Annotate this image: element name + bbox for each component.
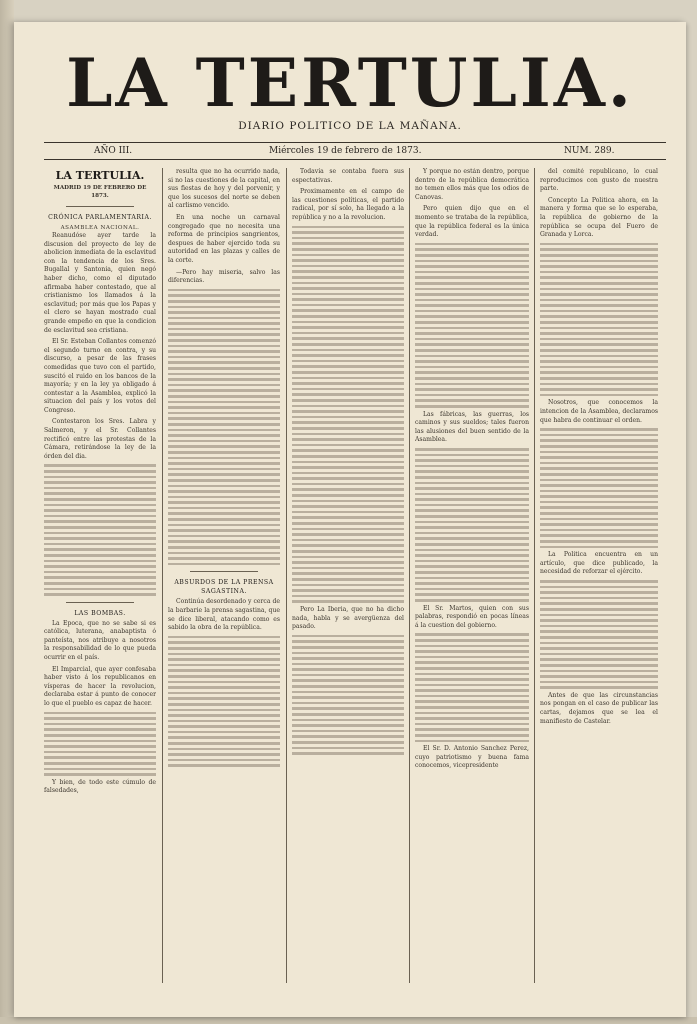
column-3 <box>292 168 404 978</box>
column-dateline: MADRID 19 DE FEBRERO DE 1873. <box>53 185 147 199</box>
article-paragraph: —Pero hay miseria, salvo las diferencias. <box>168 268 280 285</box>
article-paragraph: Contestaron los Sres. Labra y Salmeron, y el Sr. Collantes rectificó entre las protestas de la Cámara, retirándose la ley de la órden del dia. <box>44 418 156 460</box>
issue-year: AÑO III. <box>94 146 133 156</box>
text-block <box>292 635 404 755</box>
article-paragraph: Las fábricas, las guerras, los caminos y sus sueldos; tales fueron las alusiones del buen sentido de la Asamblea. <box>415 410 529 444</box>
article-paragraph: El Sr. D. Antonio Sanchez Perez, cuyo patriotismo y buena fama conocemos, vicepresidente <box>415 745 529 770</box>
column-rule <box>534 168 535 983</box>
issue-number: NUM. 289. <box>564 146 615 156</box>
article-paragraph: La Epoca, que no se sabe si es católica, luterana, anabaptista ó panteísta, nos atribuye a nosotros la responsabilidad de lo que pueda ocurrir en el país. <box>44 619 156 662</box>
text-block <box>168 289 280 566</box>
column-rule <box>162 168 163 983</box>
column-5 <box>540 168 658 978</box>
subsection-heading: ASAMBLEA NACIONAL. <box>60 225 140 231</box>
column-rule <box>286 168 287 983</box>
article-paragraph: Reanudóse ayer tarde la discusion del proyecto de ley de abolicion inmediata de la esclavitud con la tendencia de los Sres. Bugallal y Santonia, quien negó haber dicho, como el diputado afirmaba haber contestado, que al cristianismo los llamados á la esclavitud; por más que los Papas y el clero se hayan mostrado cual grande empeño en que la condicion de esclavitud sea cristiana. <box>44 232 156 334</box>
article-paragraph: En una noche un carnaval congregado que no necesita una reforma de principios sangrientos, despues de haber ejercido toda su autoridad en las plazas y calles de la corte. <box>168 213 280 264</box>
article-paragraph: Pero quien dijo que en el momento se trataba de la república, que la república federal es la única verdad. <box>415 205 529 239</box>
column-4 <box>415 168 529 978</box>
article-paragraph: El Sr. Esteban Collantes comenzó el segundo turno en contra, y su discurso, a pesar de las frases comedidas que tuvo con el partido, suscitó el ruido en los bancos de la mayoría; y en la ley ya obligado á contestar a la Asamblea, explicó la situacion del país y los votos del Congreso. <box>44 338 156 414</box>
article-paragraph: Antes de que las circunstancias nos pongan en el caso de publicar las cartas, dejamos que se lea el manifiesto de Castelar. <box>540 691 658 725</box>
divider <box>66 206 133 207</box>
article-paragraph: Todavía se contaba fuera sus espectativas. <box>292 168 404 184</box>
article-paragraph: del comité republicano, lo cual reproducimos con gusto de nuestra parte. <box>540 168 658 193</box>
section-heading: CRÓNICA PARLAMENTARIA. <box>48 214 152 221</box>
article-paragraph: Nosotros, que conocemos la intencion de la Asamblea, declaramos que habra de continuar el orden. <box>540 399 658 424</box>
article-paragraph: Pero La Iberia, que no ha dicho nada, habla y se avergüenza del pasado. <box>292 605 404 631</box>
masthead-title: LA TERTULIA. <box>66 44 634 122</box>
binding-gutter <box>0 0 14 1024</box>
text-block <box>540 428 658 548</box>
header-rule-bottom <box>44 159 666 160</box>
newspaper-page <box>14 22 686 1017</box>
header-rule-top <box>44 142 666 143</box>
divider <box>190 571 257 572</box>
article-paragraph: El Sr. Martos, quien con sus palabras, respondió en pocas líneas á la cuestion del gobierno. <box>415 604 529 629</box>
article-paragraph: Y bien, de todo este cúmulo de falsedades, <box>44 778 156 795</box>
text-block <box>540 243 658 397</box>
text-block <box>44 712 156 776</box>
column-title: LA TERTULIA. <box>55 169 145 182</box>
text-block <box>44 464 156 595</box>
column-1 <box>44 168 156 978</box>
column-2 <box>168 168 280 978</box>
article-paragraph: resulta que no ha ocurrido nada, si no las cuestiones de la capital, en sus fiestas de hoy y del porvenir, y que los sucesos del norte se deben al carlismo vencido. <box>168 168 280 210</box>
text-block <box>415 448 529 602</box>
article-paragraph: Proximamente en el campo de las cuestiones políticas, el partido radical, por sí solo, ha llegado a la república y no a la revolucion. <box>292 188 404 221</box>
article-paragraph: El Imparcial, que ayer confesaba haber visto á los republicanos en vísperas de hacer la revolucion, declaraba estar á punto de conocer lo que el pueblo es capaz de hacer. <box>44 665 156 708</box>
text-block <box>292 226 404 603</box>
masthead-subtitle: DIARIO POLITICO DE LA MAÑANA. <box>238 120 462 132</box>
issue-date: Miércoles 19 de febrero de 1873. <box>269 146 422 156</box>
page-bottom-edge <box>0 1017 697 1024</box>
article-paragraph: La Politica encuentra en un artículo, que dice publicado, la necesidad de reforzar el ejército. <box>540 551 658 576</box>
section-heading: ABSURDOS DE LA PRENSA SAGASTINA. <box>174 579 274 596</box>
article-paragraph: Continúa desordenado y cerca de la barbarie la prensa sagastina, que se dice liberal, atacando como es sabido la obra de la república. <box>168 598 280 632</box>
text-block <box>540 580 658 689</box>
column-rule <box>409 168 410 983</box>
section-heading: LAS BOMBAS. <box>74 609 126 617</box>
article-paragraph: Y porque no están dentro, porque dentro de la república democrática no temen ellos más que los odios de Canovas. <box>415 168 529 201</box>
text-block <box>168 636 280 767</box>
divider <box>66 602 133 603</box>
text-block <box>415 633 529 742</box>
article-paragraph: Concepto La Politica ahora, en la manera y forma que se lo esperaba, la república de gobierno de la república se ocupa del Fuero de Granada y Lorca. <box>540 196 658 239</box>
text-block <box>415 243 529 408</box>
